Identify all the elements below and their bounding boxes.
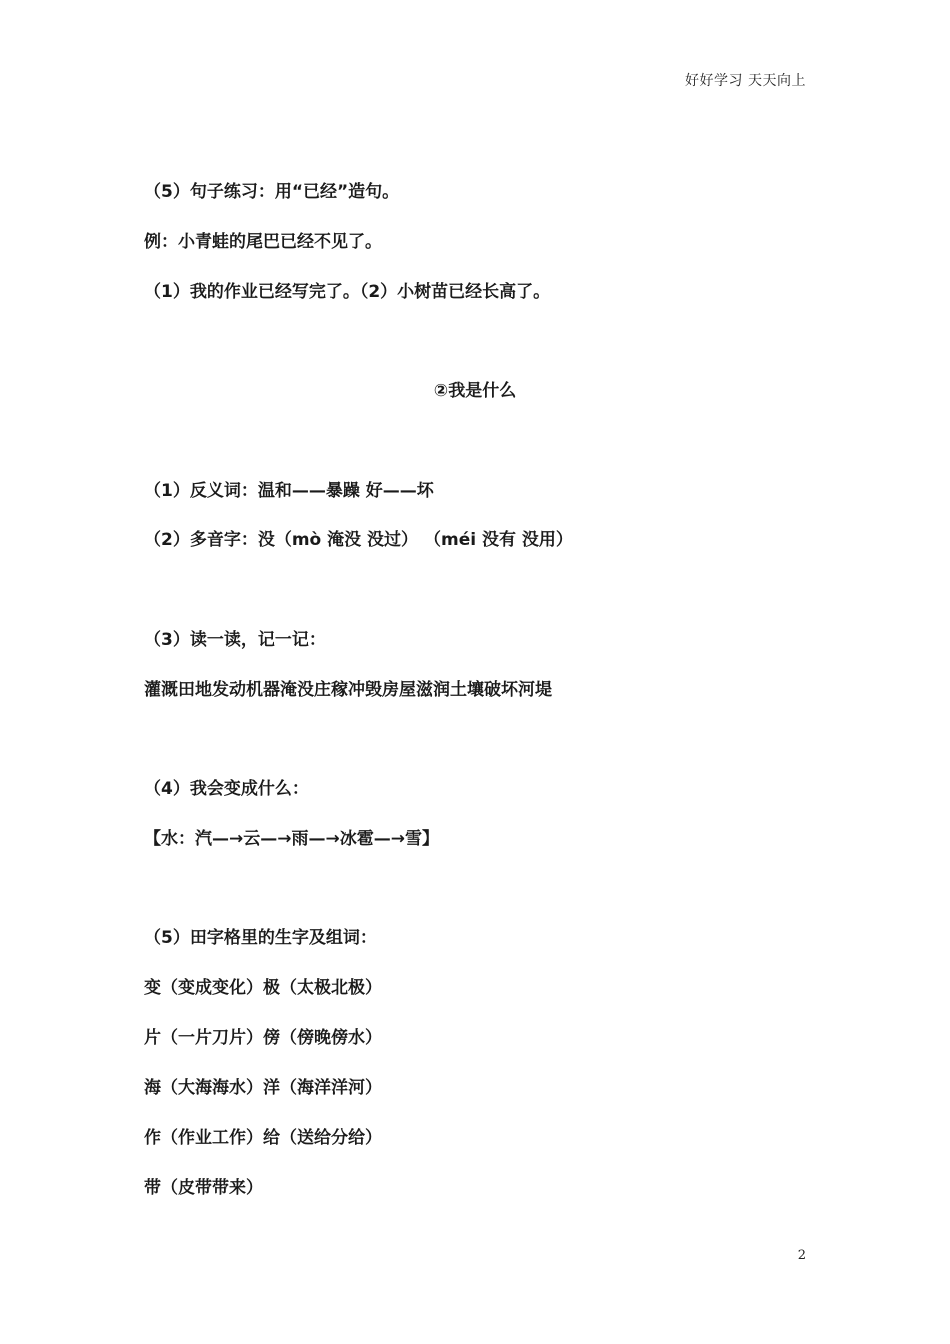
- read-words: 灌溉田地发动机器淹没庄稼冲毁房屋滋润土壤破坏河堤: [144, 680, 552, 700]
- page-header: 好好学习 天天向上: [685, 73, 806, 89]
- antonyms-line: （1）反义词：温和——暴躁 好——坏: [144, 481, 434, 501]
- sentence-practice-heading: （5）句子练习：用“已经”造句。: [144, 182, 400, 202]
- grid-words-heading: （5）田字格里的生字及组词：: [144, 928, 377, 948]
- grid-word-row: 海（大海海水）洋（海洋洋河）: [144, 1078, 382, 1098]
- page-number: 2: [797, 1248, 806, 1263]
- lesson-title: ②我是什么: [433, 381, 517, 401]
- grid-word-row: 片（一片刀片）傍（傍晚傍水）: [144, 1028, 382, 1048]
- read-heading: （3）读一读，记一记：: [144, 630, 326, 650]
- practice-answers: （1）我的作业已经写完了。（2）小树苗已经长高了。: [144, 282, 551, 302]
- grid-word-row: 带（皮带带来）: [144, 1178, 263, 1198]
- grid-word-row: 作（作业工作）给（送给分给）: [144, 1128, 382, 1148]
- grid-word-row: 变（变成变化）极（太极北极）: [144, 978, 382, 998]
- change-heading: （4）我会变成什么：: [144, 779, 309, 799]
- polyphone-line: （2）多音字：没（mò 淹没 没过） （méi 没有 没用）: [144, 530, 573, 550]
- example-sentence: 例：小青蛙的尾巴已经不见了。: [144, 232, 382, 252]
- water-change-chain: 【水：汽—→云—→雨—→冰雹—→雪】: [144, 829, 439, 849]
